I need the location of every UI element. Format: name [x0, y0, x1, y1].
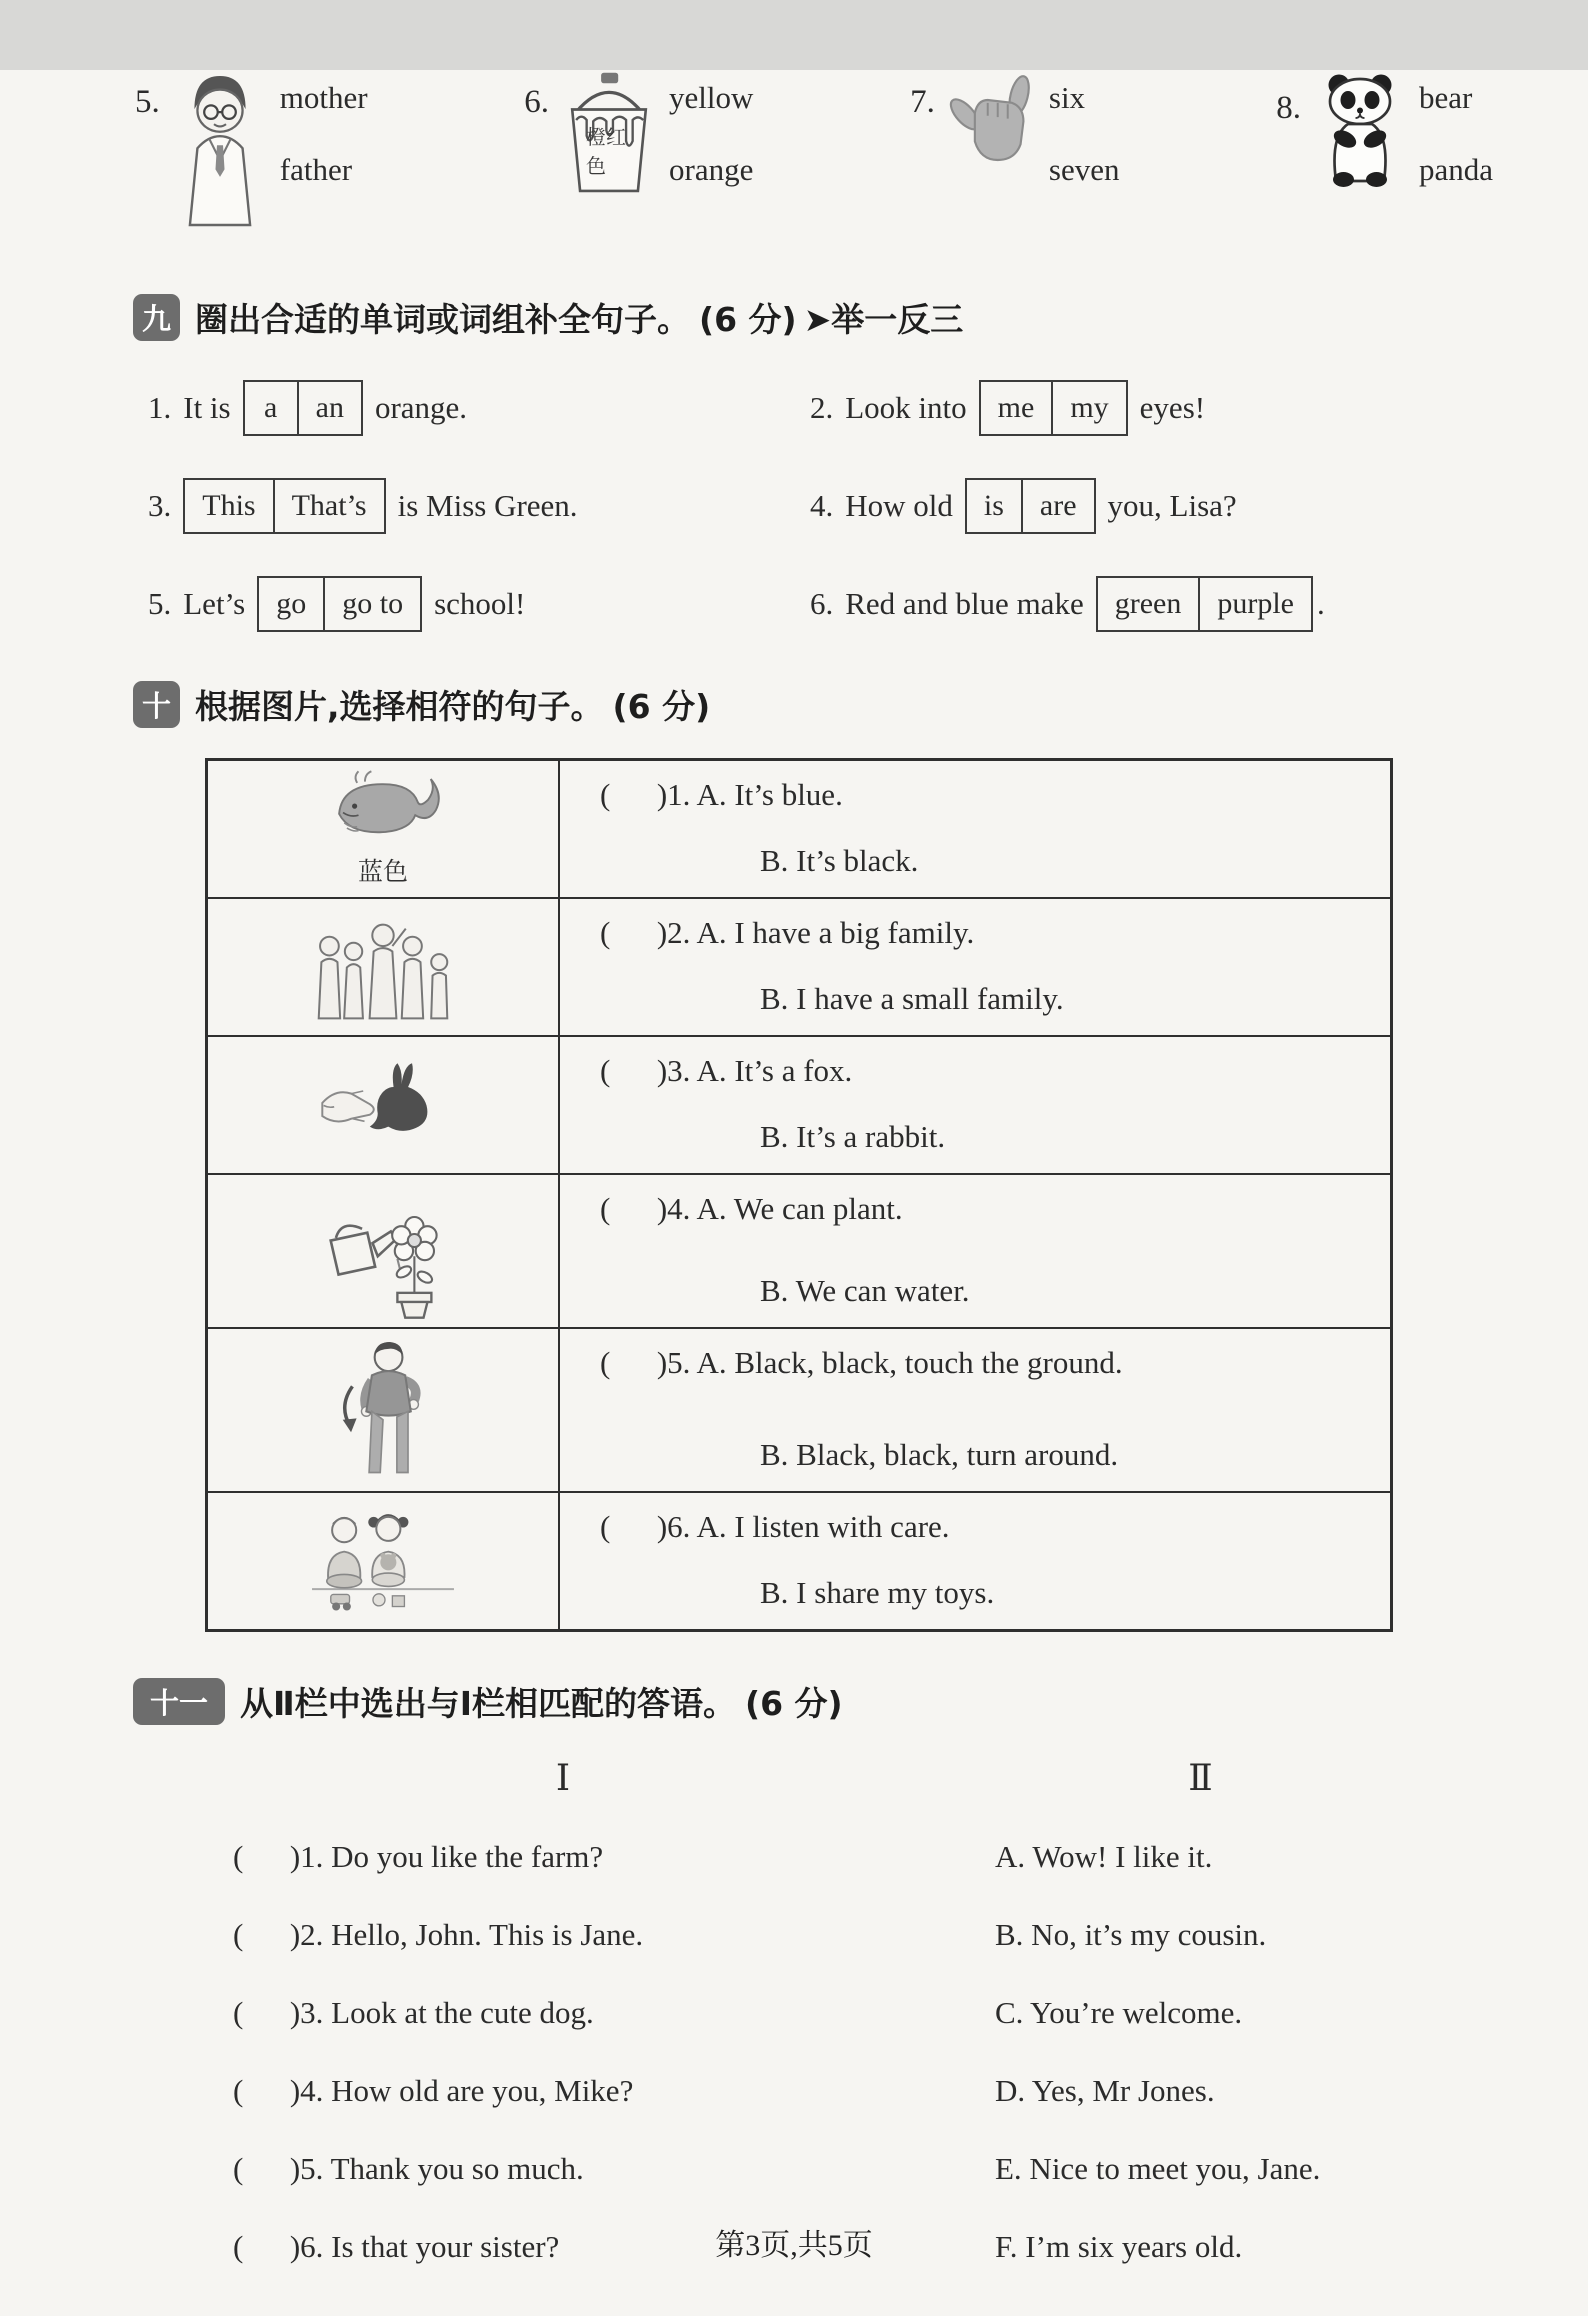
item-number: 6. — [524, 84, 550, 120]
section11-points: (6 分) — [745, 1684, 843, 1723]
word-choice-item-5 — [135, 70, 368, 228]
section11-header — [133, 1678, 1588, 1725]
options-cell — [560, 899, 1390, 1035]
choice-option: my — [1051, 382, 1125, 434]
answer-blank: ( ) — [600, 1053, 668, 1088]
question-text: 1. Do you like the farm? — [300, 1839, 604, 1874]
sentence-post: . — [1316, 586, 1325, 621]
bucket-color-label: 橙红色 — [586, 125, 627, 178]
circle-word-item-2 — [810, 375, 1528, 441]
table-row — [208, 1327, 1390, 1491]
circle-word-item-3 — [148, 473, 810, 539]
kids-sharing-toys-icon — [304, 1502, 462, 1620]
answer-blank: ( ) — [233, 2151, 301, 2186]
sentence-post: eyes! — [1139, 390, 1206, 425]
choice-box — [243, 380, 363, 436]
options-cell — [560, 1175, 1390, 1327]
match-answer: A. Wow! I like it. — [995, 1839, 1213, 1874]
word-option: seven — [1048, 152, 1120, 187]
choice-option: a — [263, 391, 278, 424]
choice-option: That’s — [273, 480, 384, 532]
family-icon — [308, 911, 458, 1024]
word-options — [1419, 70, 1493, 188]
section9-tag: ➤举一反三 — [803, 300, 964, 339]
word-choice-item-7 — [910, 70, 1119, 188]
word-option: panda — [1418, 152, 1493, 187]
table-row — [208, 761, 1390, 897]
option-b-text: B. I share my toys. — [760, 1575, 995, 1610]
match-row — [233, 2073, 1508, 2109]
section10-title: 根据图片,选择相符的句子。 — [195, 687, 604, 726]
word-option: six — [1048, 80, 1086, 115]
section9-badge: 九 — [133, 294, 180, 341]
word-choice-item-8 — [1276, 70, 1493, 188]
match-answer: D. Yes, Mr Jones. — [995, 2073, 1215, 2108]
match-answer: C. You’re welcome. — [995, 1995, 1243, 2030]
column-1-header: Ⅰ — [555, 1758, 571, 1798]
option-b-text: B. It’s black. — [760, 843, 919, 878]
option-a-text: 3. A. It’s a fox. — [667, 1053, 853, 1088]
section11-title: 从Ⅱ栏中选出与Ⅰ栏相匹配的答语。 — [240, 1684, 737, 1723]
picture-cell — [208, 1037, 560, 1173]
match-row — [233, 1917, 1508, 1953]
question-text: 3. Look at the cute dog. — [300, 1995, 594, 2030]
word-option: yellow — [669, 80, 754, 115]
option-a-text: 1. A. It’s blue. — [667, 777, 843, 812]
word-option: father — [279, 152, 353, 187]
option-b-text: B. Black, black, turn around. — [760, 1437, 1119, 1472]
test-paper-page — [0, 70, 1588, 2316]
sentence-post: is Miss Green. — [397, 488, 578, 523]
sentence-pre: Let’s — [183, 586, 246, 621]
section9-title: 圈出合适的单词或词组补全句子。 — [195, 300, 690, 339]
sentence-post: school! — [434, 586, 526, 621]
option-a-line — [600, 1053, 1376, 1089]
item-number: 5. — [148, 586, 172, 621]
word-option: mother — [279, 80, 368, 115]
picture-cell — [208, 1329, 560, 1491]
choice-box — [965, 478, 1096, 534]
option-a-text: 4. A. We can plant. — [667, 1191, 903, 1226]
answer-blank: ( ) — [600, 1345, 668, 1380]
choice-box — [979, 380, 1128, 436]
hand-six-gesture-icon — [949, 70, 1035, 170]
sentence-post: you, Lisa? — [1107, 488, 1237, 523]
choice-box — [257, 576, 422, 632]
choice-box — [183, 478, 385, 534]
match-answer: F. I’m six years old. — [995, 2229, 1243, 2264]
match-list — [233, 1839, 1508, 2265]
match-row — [233, 1995, 1508, 2031]
answer-blank: ( ) — [600, 915, 668, 950]
sentence-post: orange. — [374, 390, 468, 425]
section9-header — [133, 294, 1588, 341]
word-choice-row — [135, 70, 1493, 248]
section9-points: (6 分) — [699, 300, 797, 339]
picture-cell — [208, 1493, 560, 1629]
option-a-text: 2. A. I have a big family. — [667, 915, 975, 950]
page-indicator: 第3页,共5页 — [715, 2229, 873, 2262]
paint-bucket-icon — [563, 70, 655, 195]
item-number: 5. — [135, 84, 160, 120]
item-number-wrap — [1276, 76, 1301, 127]
picture-cell — [208, 1175, 560, 1327]
choice-option: an — [297, 382, 361, 434]
sentence-pre: Look into — [845, 390, 967, 425]
answer-blank: ( ) — [600, 1191, 668, 1226]
whale-icon — [327, 770, 439, 850]
option-b-text: B. We can water. — [760, 1273, 970, 1308]
options-cell — [560, 761, 1390, 897]
section10-header — [133, 681, 1588, 728]
answer-blank: ( ) — [233, 1917, 301, 1952]
circle-word-item-1 — [148, 375, 810, 441]
item-number: 1. — [148, 390, 172, 425]
turning-boy-icon — [333, 1337, 433, 1483]
word-options — [669, 70, 753, 188]
answer-blank: ( ) — [600, 1509, 668, 1544]
panda-icon — [1315, 70, 1405, 187]
father-icon — [174, 70, 266, 228]
item-number: 6. — [810, 586, 834, 621]
table-row — [208, 1491, 1390, 1629]
match-question — [233, 1839, 893, 1875]
column-2-header: Ⅱ — [1188, 1758, 1213, 1798]
sentence-pre: It is — [183, 390, 231, 425]
table-row — [208, 897, 1390, 1035]
question-text: 6. Is that your sister? — [300, 2229, 560, 2264]
picture-cell — [208, 761, 560, 897]
answer-blank: ( ) — [233, 2229, 301, 2264]
option-a-line — [600, 1509, 1376, 1545]
word-option: bear — [1418, 80, 1473, 115]
option-a-text: 6. A. I listen with care. — [667, 1509, 950, 1544]
choice-option: This — [202, 489, 256, 522]
option-a-line — [600, 1191, 1376, 1227]
item-number: 4. — [810, 488, 834, 523]
sentence-pre: How old — [845, 488, 953, 523]
sentence-pre: Red and blue make — [845, 586, 1084, 621]
match-question — [233, 2073, 893, 2109]
option-a-line — [600, 915, 1376, 951]
option-b-text: B. I have a small family. — [760, 981, 1064, 1016]
match-question — [233, 1995, 893, 2031]
item-number: 3. — [148, 488, 172, 523]
item-number: 7. — [910, 84, 935, 120]
match-answer: B. No, it’s my cousin. — [995, 1917, 1267, 1952]
choice-option: is — [983, 489, 1004, 522]
picture-sentence-table — [205, 758, 1393, 1632]
word-options — [1049, 70, 1120, 188]
answer-blank: ( ) — [600, 777, 668, 812]
choice-option: purple — [1198, 578, 1311, 630]
hand-shadow-rabbit-icon — [317, 1058, 449, 1153]
match-row — [233, 2151, 1508, 2187]
picture-caption: 蓝色 — [357, 857, 408, 886]
option-a-line — [600, 777, 1376, 813]
circle-word-item-4 — [810, 473, 1528, 539]
question-text: 5. Thank you so much. — [300, 2151, 584, 2186]
table-row — [208, 1035, 1390, 1173]
choice-option: go — [276, 587, 307, 620]
choice-box — [1096, 576, 1313, 632]
answer-blank: ( ) — [233, 1839, 301, 1874]
word-option: orange — [669, 152, 754, 187]
section9-items — [148, 375, 1528, 637]
match-column-headers — [233, 1757, 1508, 1799]
item-number: 2. — [810, 390, 834, 425]
section10-points: (6 分) — [612, 687, 711, 726]
options-cell — [560, 1037, 1390, 1173]
answer-blank: ( ) — [233, 1995, 301, 2030]
circle-word-item-5 — [148, 571, 810, 637]
question-text: 2. Hello, John. This is Jane. — [300, 1917, 644, 1952]
item-number: 8. — [1276, 90, 1301, 126]
option-b-text: B. It’s a rabbit. — [760, 1119, 946, 1154]
choice-option: green — [1114, 587, 1182, 620]
picture-cell — [208, 899, 560, 1035]
choice-option: are — [1021, 480, 1094, 532]
match-row — [233, 1839, 1508, 1875]
question-text: 4. How old are you, Mike? — [300, 2073, 634, 2108]
option-a-text: 5. A. Black, black, touch the ground. — [667, 1345, 1123, 1380]
table-row — [208, 1173, 1390, 1327]
match-question — [233, 2151, 893, 2187]
section11-badge: 十一 — [133, 1678, 225, 1725]
word-choice-item-6 — [524, 70, 753, 195]
options-cell — [560, 1493, 1390, 1629]
match-answer: E. Nice to meet you, Jane. — [995, 2151, 1321, 2186]
choice-option: go to — [323, 578, 420, 630]
circle-word-item-6 — [810, 571, 1528, 637]
word-options — [280, 70, 368, 188]
watering-flower-icon — [322, 1183, 444, 1319]
option-a-line — [600, 1345, 1376, 1381]
choice-option: me — [997, 391, 1035, 424]
match-question — [233, 1917, 893, 1953]
section10-badge: 十 — [133, 681, 180, 728]
options-cell — [560, 1329, 1390, 1491]
answer-blank: ( ) — [233, 2073, 301, 2108]
